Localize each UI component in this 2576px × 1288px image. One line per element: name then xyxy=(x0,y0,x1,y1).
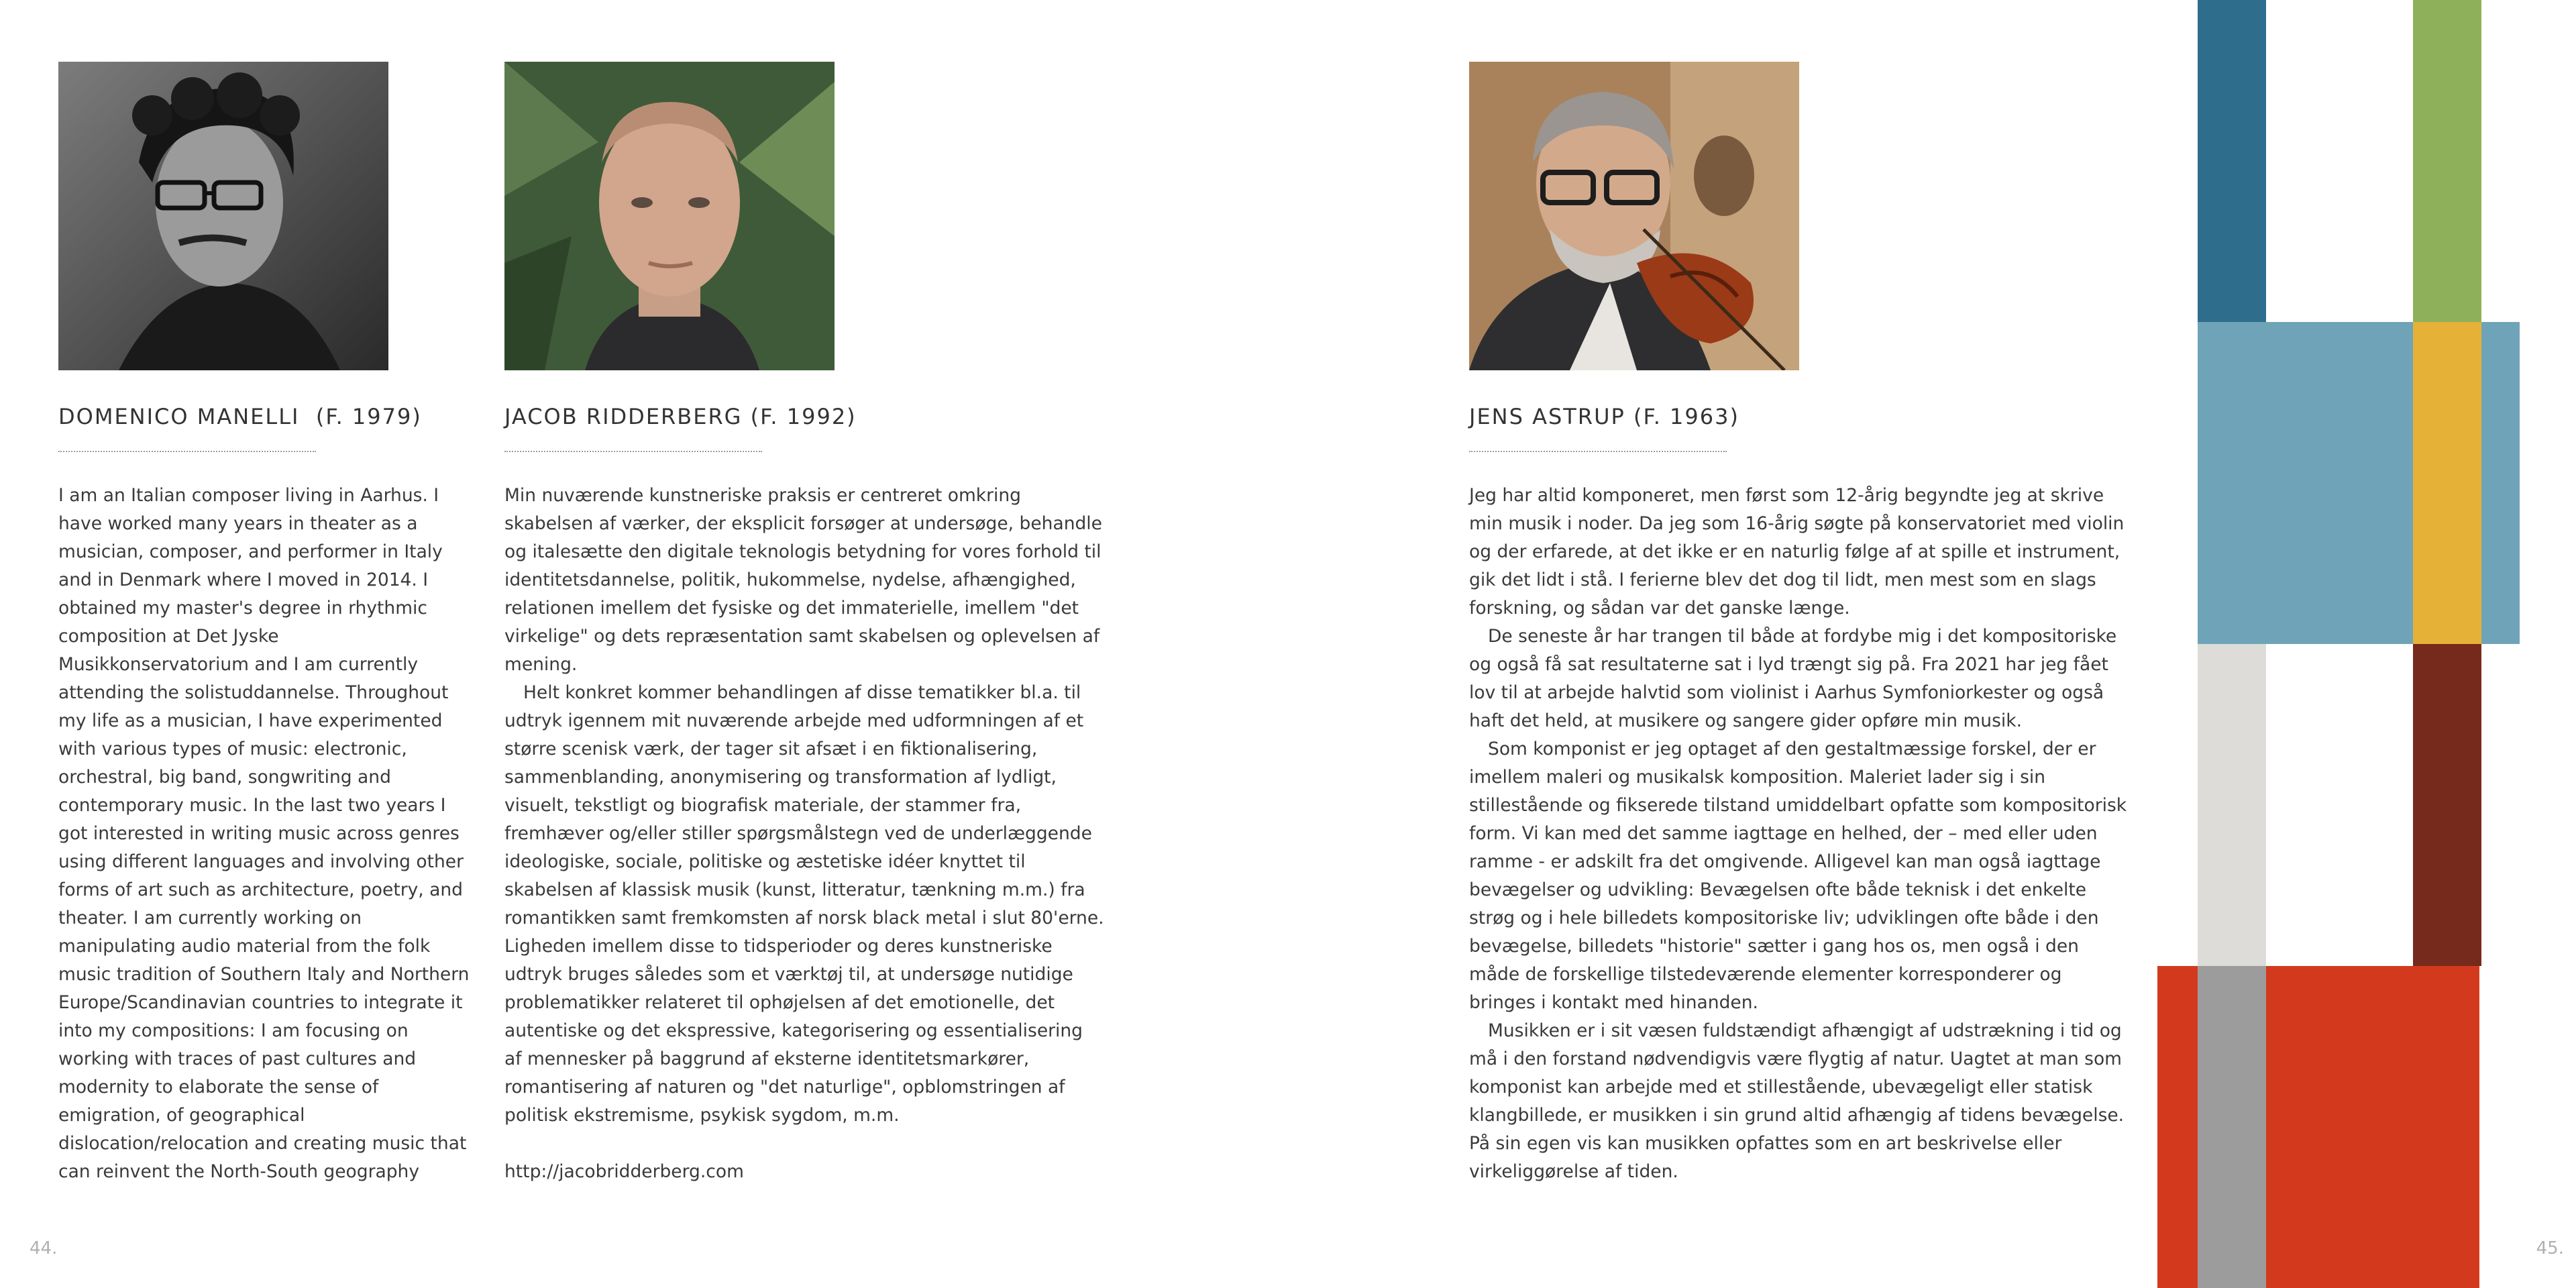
profile-name: JENS ASTRUP (F. 1963) xyxy=(1469,404,1739,429)
domenico-manelli-photo xyxy=(58,62,388,370)
color-block-light-gray xyxy=(2198,644,2266,966)
bio-paragraph: Jeg har altid komponeret, men først som 12-årig begyndte jeg at skrive min musik i noder. Da jeg som 16-årig søgte på konservatoriet med violin og der erfarede, at det ikke er en naturlig følge af at spille et instrument, gik det lidt i stå. I ferierne blev det dog til lidt, men mest som en slags forskning, og sådan var det ganske længe. xyxy=(1469,485,2125,619)
page-number-left: 44. xyxy=(30,1238,58,1258)
bio-paragraph: Min nuværende kunstneriske praksis er centreret omkring skabelsen af værker, der eksplicit forsøger at undersøge, behandle og italesætte den digitale teknologis betydning for vores forhold til identitetsdannelse, politik, hukommelse, nydelse, afhængighed, relationen imellem det fysiske og det immaterielle, imellem "det virkelige" og dets repræsentation samt skabelsen og oplevelsen af mening. xyxy=(504,485,1102,675)
bio-paragraph: Som komponist er jeg optaget af den gestaltmæssige forskel, der er imellem maleri og musikalsk komposition. Maleriet lader sig i sin stillestående og fikserede tilstand umiddelbart opfatte som kompositorisk form. Vi kan med det samme iagttage en helhed, der – med eller uden ramme - er adskilt fra det omgivende. Alligevel kan man også iagttage bevægelser og udvikling: Bevægelsen ofte både teknisk i det enkelte strøg og i hele billedets kompositoriske liv; udviklingen ofte både i den bevægelse, billedets "historie" sætter i gang hos os, men også i den måde de forskellige tilstedeværende elementer korresponderer og bringes i kontakt med hinanden. xyxy=(1469,739,2127,1013)
divider xyxy=(58,451,316,452)
color-block-mid-gray xyxy=(2198,966,2266,1288)
jens-astrup-photo xyxy=(1469,62,1799,370)
profile-bio xyxy=(58,482,472,1186)
color-block-petrol xyxy=(2198,0,2266,322)
bio-paragraph: I am an Italian composer living in Aarhus. I have worked many years in theater as a musician, composer, and performer in Italy and in Denmark where I moved in 2014. I obtained my master's degree in rhythmic composition at Det Jyske Musikkonservatorium and I am currently attending the solistuddannelse. Throughout my life as a musician, I have experimented with various types of music: electronic, orchestral, big band, songwriting and contemporary music. In the last two years I got interested in writing music across genres using different languages and involving other forms of art such as architecture, poetry, and theater. I am currently working on manipulating audio material from the folk music tradition of Southern Italy and Northern Europe/Scandinavian countries to integrate it into my compositions: I am focusing on working with traces of past cultures and modernity to elaborate the sense of emigration, of geographical dislocation/relocation and creating music that can reinvent the North-South geography xyxy=(58,485,470,1182)
color-block-green xyxy=(2413,0,2481,322)
profile-name: JACOB RIDDERBERG (F. 1992) xyxy=(504,404,857,429)
color-block-brown xyxy=(2413,644,2481,966)
bio-paragraph: Musikken er i sit væsen fuldstændigt afhængigt af udstrækning i tid og må i den forstand nødvendigvis være flygtig af natur. Uagtet at man som komponist kan arbejde med et stillestående, ubevægeligt eller statisk klangbillede, er musikken i sin grund altid afhængig af tidens bevægelse. På sin egen vis kan musikken opfattes som en art beskrivelse eller virkeliggørelse af tiden. xyxy=(1469,1020,2125,1182)
website-link[interactable]: http://jacobridderberg.com xyxy=(504,1161,744,1182)
divider xyxy=(1469,451,1727,452)
page-number-right: 45. xyxy=(2536,1238,2564,1258)
bio-paragraph: De seneste år har trangen til både at fordybe mig i det kompositoriske og også få sat resultaterne sat i lyd trængt sig på. Fra 2021 har jeg fået lov til at arbejde halvtid som violinist i Aarhus Symfoniorkester og også haft det held, at musikere og sangere gider opføre min musik. xyxy=(1469,626,2117,731)
divider xyxy=(504,451,762,452)
color-block-yellow xyxy=(2413,322,2481,644)
profile-bio xyxy=(504,482,1104,1186)
profile-name: DOMENICO MANELLI (F. 1979) xyxy=(58,404,422,429)
jacob-ridderberg-photo xyxy=(504,62,835,370)
bio-paragraph: Helt konkret kommer behandlingen af disse tematikker bl.a. til udtryk igennem mit nuværende arbejde med udformningen af et større scenisk værk, der tager sit afsæt i en fiktionalisering, sammenblanding, anonymisering og transformation af lydligt, visuelt, tekstligt og biografisk materiale, der stammer fra, fremhæver og/eller stiller spørgsmålstegn ved de underlæggende ideologiske, sociale, politiske og æstetiske idéer knyttet til skabelsen af klassisk musik (kunst, litteratur, tænkning m.m.) fra romantikken samt fremkomsten af norsk black metal i slut 80'erne. Ligheden imellem disse to tidsperioder og deres kunstneriske udtryk bruges således som et værktøj til, at undersøge nutidige problematikker relateret til ophøjelsen af det emotionelle, det autentiske og det ekspressive, kategorisering og essentialisering af mennesker på baggrund af eksterne identitetsmarkører, romantisering af naturen og "det naturlige", opblomstringen af politisk ekstremisme, psykisk sygdom, m.m. xyxy=(504,682,1104,1126)
profile-bio xyxy=(1469,482,2133,1186)
